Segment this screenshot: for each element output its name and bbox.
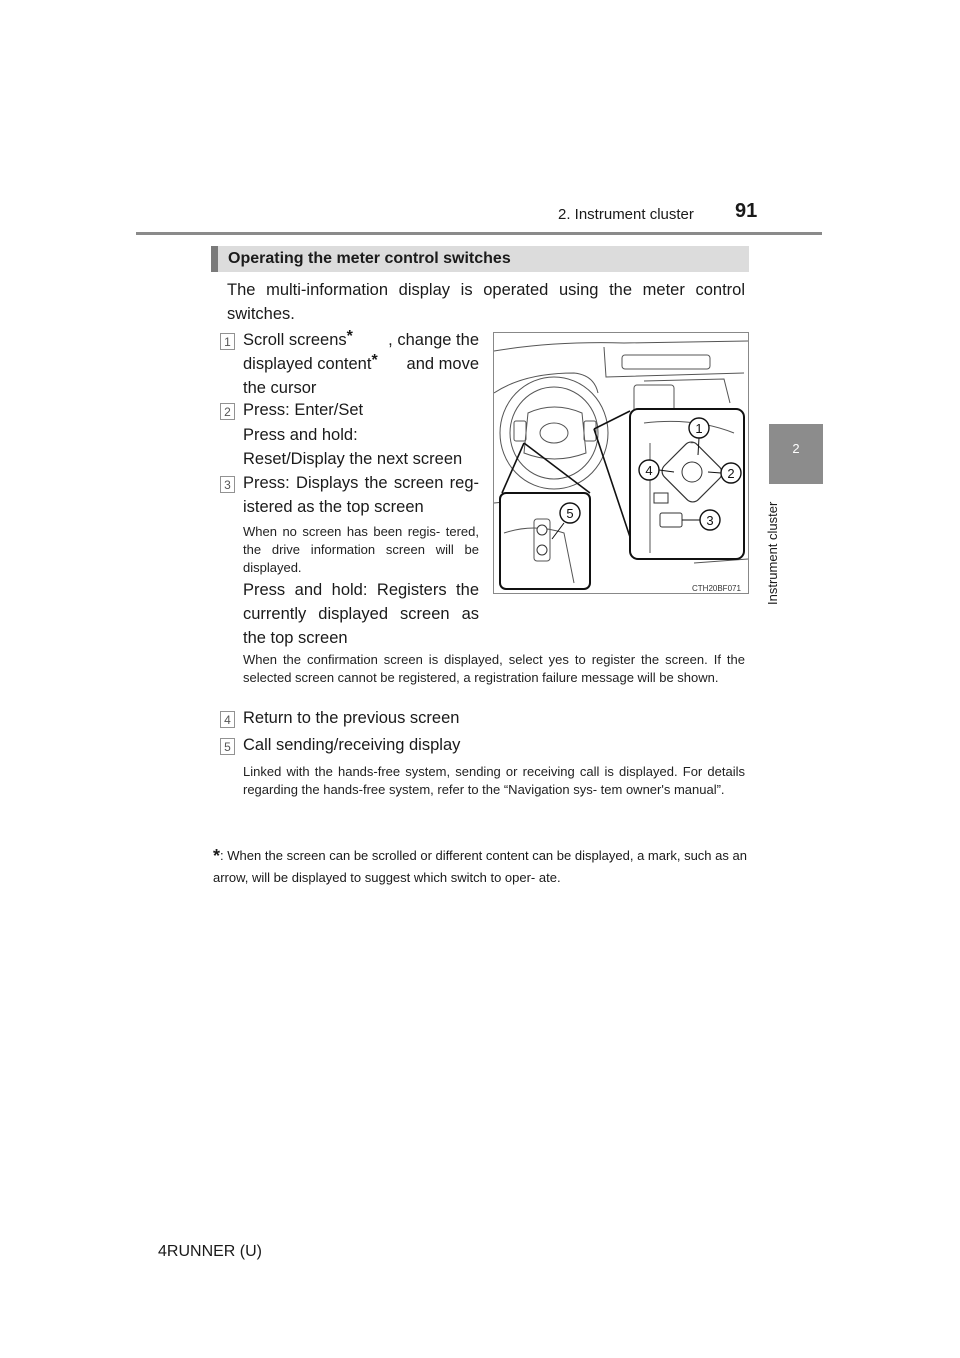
item-number-5 — [220, 738, 235, 755]
svg-text:4: 4 — [224, 713, 231, 727]
svg-text:2: 2 — [727, 466, 735, 481]
svg-text:ˆ: ˆ — [689, 442, 695, 452]
item-5-text: Call sending/receiving display — [243, 736, 461, 754]
figure-code: CTH20BF071 — [692, 584, 741, 593]
item-number-4 — [220, 711, 235, 728]
svg-text:4: 4 — [645, 463, 653, 478]
steering-wheel-illustration — [493, 332, 749, 594]
item-3-text: Press: Displays the screen reg- istered as the top screen — [243, 474, 479, 516]
item-number-1 — [220, 333, 235, 350]
item-5-note: Linked with the hands-free system, sending or receiving call is displayed. For details regarding the hands-free system, refer to the “Navigation sys- tem owner's manual”. — [243, 764, 745, 797]
svg-text:5: 5 — [224, 740, 231, 754]
svg-text:3: 3 — [224, 478, 231, 492]
footer-model: 4RUNNER (U) — [158, 1243, 262, 1260]
chapter-side-label-text: Instrument cluster — [765, 501, 780, 605]
svg-text:2: 2 — [224, 405, 231, 419]
footnote-asterisk: * — [213, 846, 221, 866]
header-divider — [136, 232, 822, 235]
item-number-2 — [220, 403, 235, 420]
chapter-side-label — [765, 497, 787, 617]
header-section-title: 2. Instrument cluster — [558, 206, 694, 223]
item-number-3 — [220, 476, 235, 493]
svg-text:3: 3 — [706, 513, 714, 528]
item-4-text: Return to the previous screen — [243, 709, 460, 727]
item-3-note: When no screen has been regis- tered, the drive information screen will be displayed. — [243, 524, 479, 575]
page-number: 91 — [735, 200, 758, 222]
footnote-text: : When the screen can be scrolled or different content can be displayed, a mark, such as an arrow, will be displayed to suggest which switch to oper- ate. — [213, 848, 747, 885]
item-3-note-2: When the confirmation screen is displayed, select yes to register the screen. If the selected screen cannot be registered, a registration failure message will be shown. — [243, 652, 745, 685]
svg-text:5: 5 — [566, 506, 574, 521]
intro-paragraph: The multi-information display is operated using the meter control switches. — [227, 281, 745, 323]
footnote — [213, 845, 747, 888]
svg-text:1: 1 — [695, 421, 703, 436]
chapter-tab-number: 2 — [792, 441, 800, 456]
item-2-text: Press: Enter/Set Press and hold: Reset/Display the next screen — [243, 401, 463, 468]
item-1-text: Scroll screens* , change the displayed content* and move the cursor — [243, 328, 479, 397]
svg-text:1: 1 — [224, 335, 231, 349]
item-3-hold-text: Press and hold: Registers the currently displayed screen as the top screen — [243, 581, 479, 647]
section-heading: Operating the meter control switches — [211, 246, 749, 272]
